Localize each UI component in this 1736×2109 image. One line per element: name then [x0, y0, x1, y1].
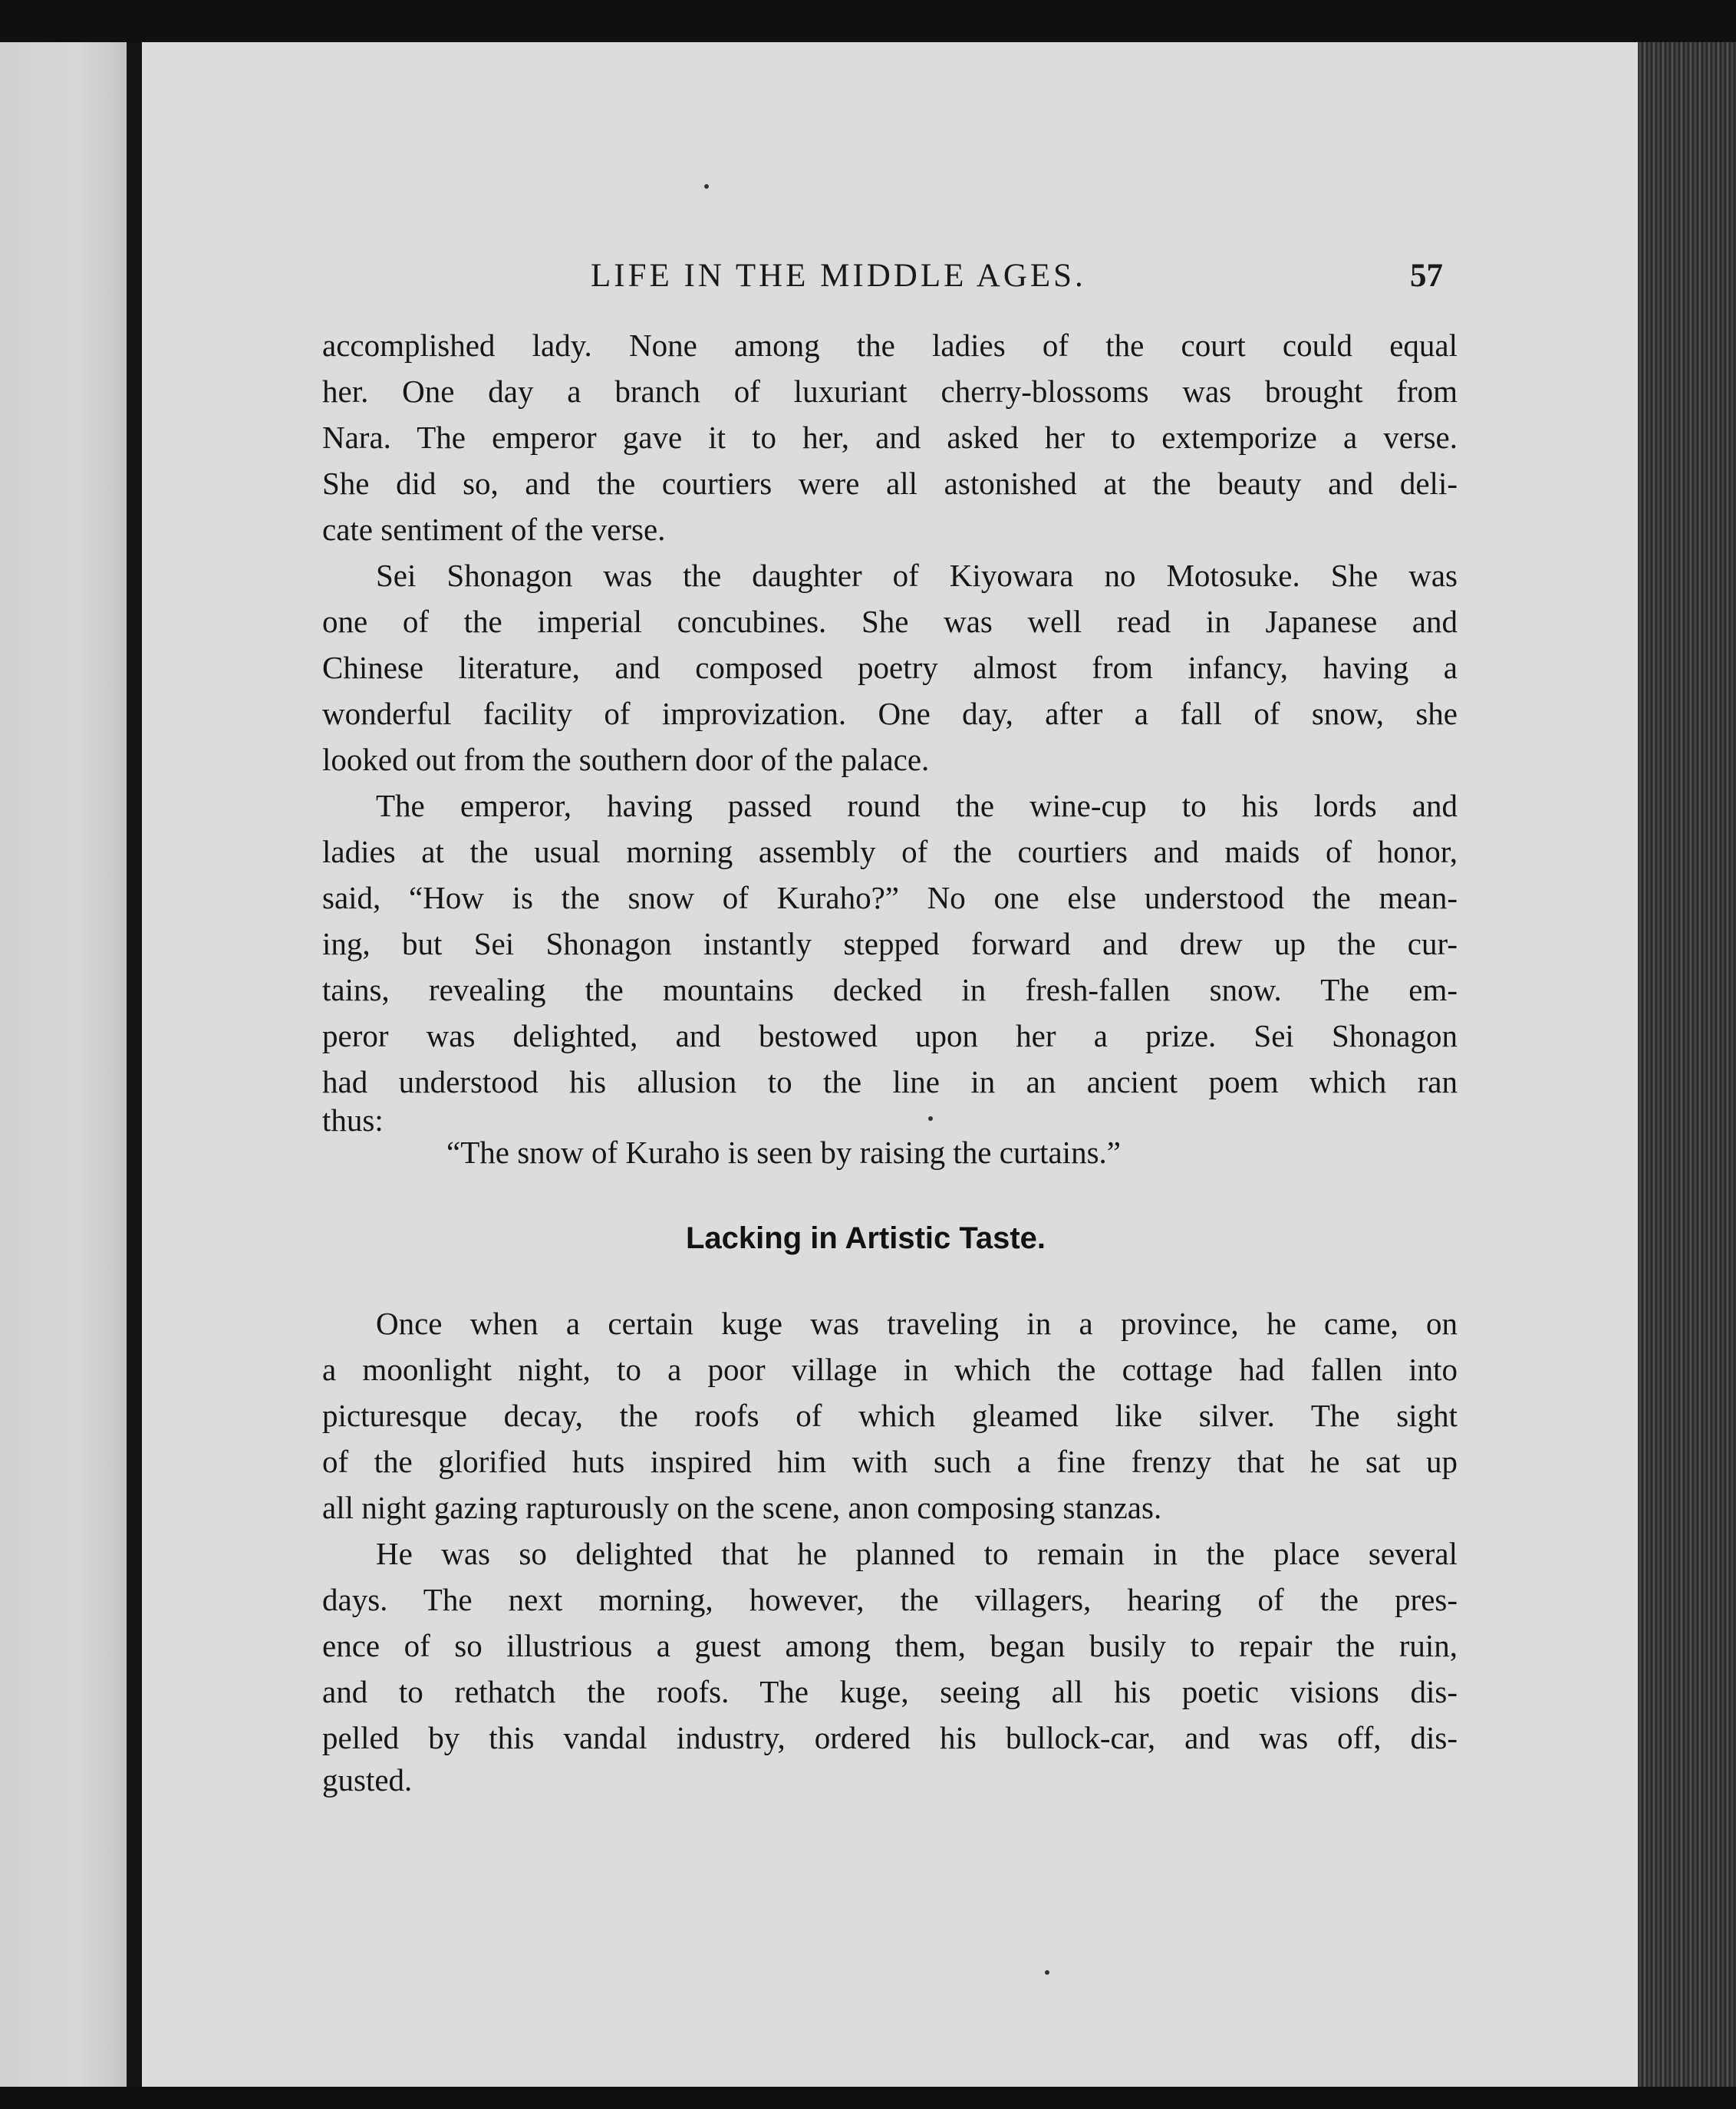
text-line: of the glorified huts inspired him with such a fine frenzy that he sat up	[322, 1444, 1458, 1479]
text-line: looked out from the southern door of the palace.	[322, 742, 930, 777]
book-gutter	[127, 42, 142, 2087]
text-line: ladies at the usual morning assembly of the courtiers and maids of honor,	[322, 834, 1458, 869]
text-line: The emperor, having passed round the wine-cup to his lords and	[376, 788, 1458, 823]
text-line: picturesque decay, the roofs of which gleamed like silver. The sight	[322, 1398, 1458, 1433]
text-line: cate sentiment of the verse.	[322, 512, 666, 547]
page-stack-edge	[1638, 42, 1736, 2087]
text-line: He was so delighted that he planned to remain in the place several	[376, 1536, 1458, 1571]
poem-quote: “The snow of Kuraho is seen by raising the curtains.”	[446, 1135, 1121, 1170]
scan-speck	[704, 184, 709, 189]
text-line: gusted.	[322, 1762, 413, 1798]
text-line: one of the imperial concubines. She was well read in Japanese and	[322, 604, 1458, 639]
section-heading: Lacking in Artistic Taste.	[686, 1221, 1046, 1255]
scan-speck	[1045, 1970, 1049, 1975]
text-line: tains, revealing the mountains decked in fresh-fallen snow. The em-	[322, 972, 1458, 1007]
text-line: all night gazing rapturously on the scene, anon composing stanzas.	[322, 1490, 1162, 1525]
facing-page-edge	[0, 42, 127, 2087]
text-line: her. One day a branch of luxuriant cherry-blossoms was brought from	[322, 374, 1458, 409]
text-line: pelled by this vandal industry, ordered his bullock-car, and was off, dis-	[322, 1720, 1458, 1755]
text-line: Chinese literature, and composed poetry almost from infancy, having a	[322, 650, 1458, 685]
text-line: ence of so illustrious a guest among them, began busily to repair the ruin,	[322, 1628, 1458, 1663]
running-head-title: LIFE IN THE MIDDLE AGES.	[591, 258, 1086, 294]
text-line: and to rethatch the roofs. The kuge, seeing all his poetic visions dis-	[322, 1674, 1458, 1709]
text-line: had understood his allusion to the line in an ancient poem which ran	[322, 1064, 1458, 1099]
text-line: a moonlight night, to a poor village in which the cottage had fallen into	[322, 1352, 1458, 1387]
text-line: Sei Shonagon was the daughter of Kiyowara no Motosuke. She was	[376, 558, 1458, 593]
text-line: thus:	[322, 1102, 384, 1138]
text-line: ing, but Sei Shonagon instantly stepped forward and drew up the cur-	[322, 926, 1458, 961]
page-number: 57	[1410, 258, 1443, 294]
text-line: Once when a certain kuge was traveling in a province, he came, on	[376, 1306, 1458, 1341]
text-line: Nara. The emperor gave it to her, and asked her to extemporize a verse.	[322, 420, 1458, 455]
scan-speck	[928, 1116, 933, 1121]
text-line: said, “How is the snow of Kuraho?” No one else understood the mean-	[322, 880, 1458, 915]
text-line: accomplished lady. None among the ladies of the court could equal	[322, 328, 1458, 363]
text-line: wonderful facility of improvization. One day, after a fall of snow, she	[322, 696, 1458, 731]
text-line: She did so, and the courtiers were all astonished at the beauty and deli-	[322, 466, 1458, 501]
text-line: days. The next morning, however, the villagers, hearing of the pres-	[322, 1582, 1458, 1617]
text-line: peror was delighted, and bestowed upon her a prize. Sei Shonagon	[322, 1018, 1458, 1053]
